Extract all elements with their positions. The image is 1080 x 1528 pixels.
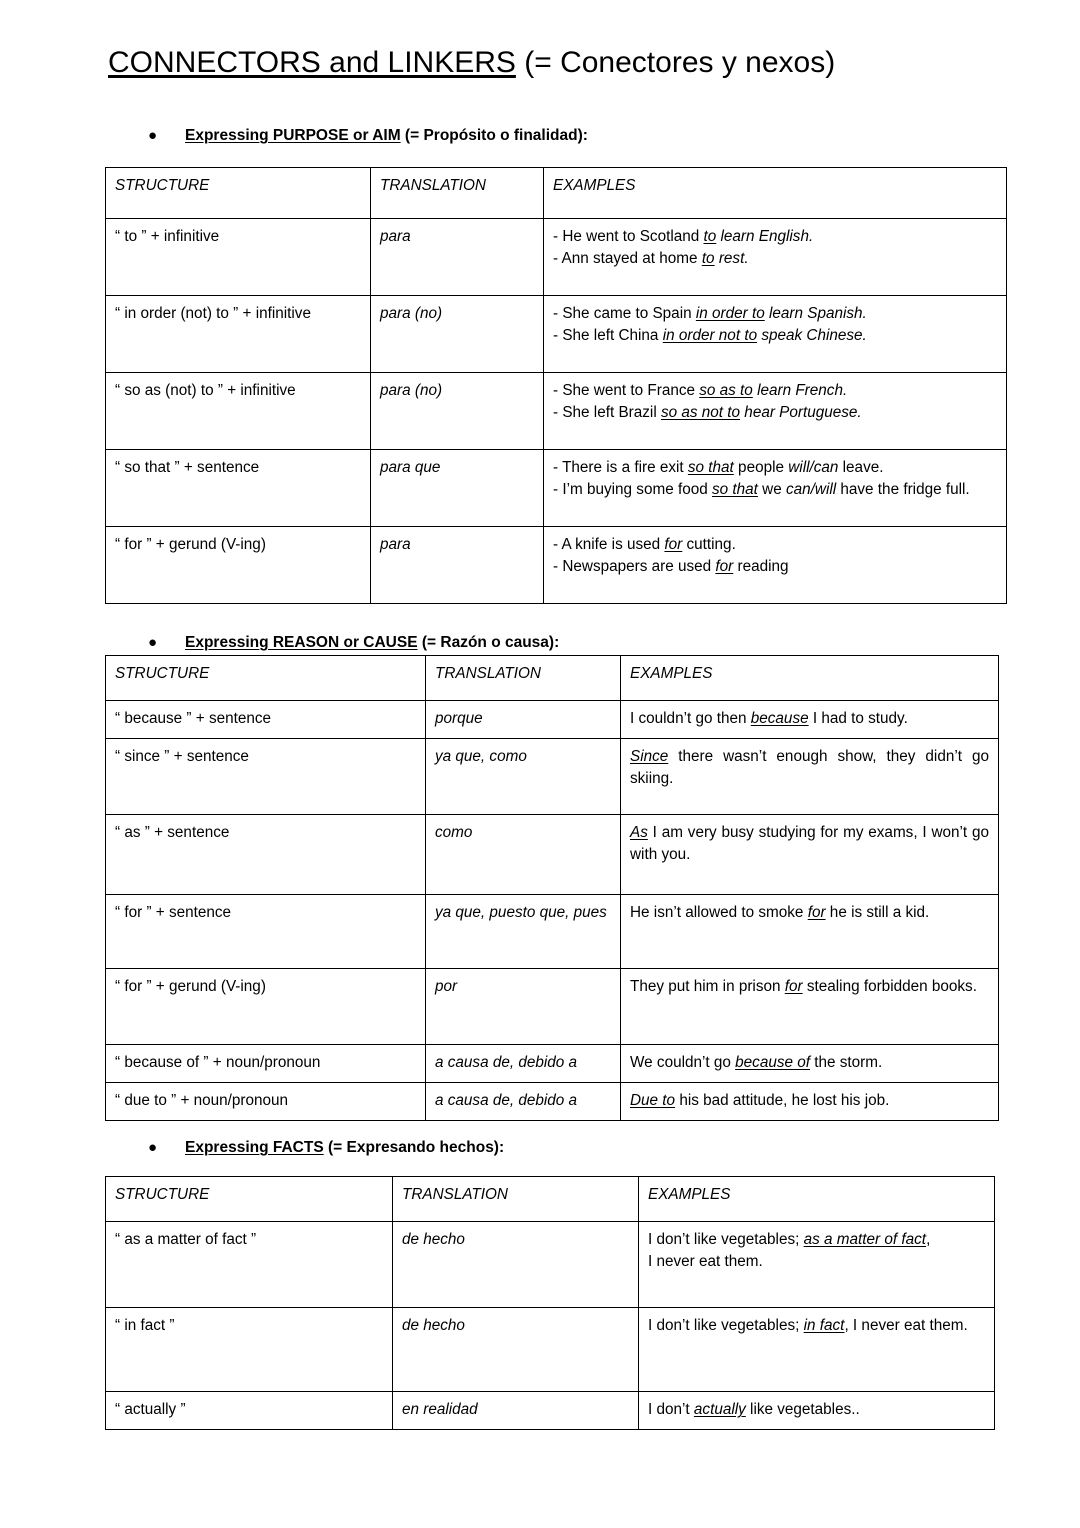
example-text: I am very busy studying for my exams, I won’t go with you. [630,824,989,863]
cell-structure: “ since ” + sentence [106,739,426,815]
cell-examples [621,815,999,895]
table-row [106,1392,995,1430]
example-linker: so as not to [660,403,741,421]
cell-examples [639,1308,995,1392]
example-emphasis: will/can [788,459,839,476]
example-linker: for [715,557,734,575]
cell-translation: para (no) [371,296,544,373]
cell-structure: “ because ” + sentence [106,701,426,739]
table-row [106,1308,995,1392]
example-line [648,1229,985,1251]
example-emphasis: can/will [785,480,837,498]
table-facts [105,1176,995,1430]
table-row [106,219,1007,296]
example-linker: actually [693,1401,746,1418]
table-row [106,1222,995,1308]
example-line [648,1251,985,1273]
section-heading-reason-underlined: Expressing REASON or CAUSE [185,634,418,651]
cell-structure: “ to ” + infinitive [106,219,371,296]
cell-translation: a causa de, debido a [426,1045,621,1083]
example-text: the storm. [810,1054,883,1071]
example-text: his bad attitude, he lost his job. [675,1092,890,1109]
cell-translation: a causa de, debido a [426,1083,621,1121]
cell-translation: ya que, como [426,739,621,815]
example-linker: because of [735,1054,811,1071]
column-header-examples: EXAMPLES [639,1177,995,1222]
example-text: I never eat them. [648,1252,763,1270]
example-text: I don’t like vegetables; [648,1231,804,1248]
cell-translation: para [371,219,544,296]
section-heading-facts [148,1139,504,1157]
cell-translation: de hecho [393,1222,639,1308]
cell-examples [621,895,999,969]
example-text: there wasn’t enough show, they didn’t go skiing. [630,748,989,787]
example-text: leave. [838,459,884,476]
page-title-rest: (= Conectores y nexos) [515,46,836,79]
example-linker: because [750,710,809,727]
cell-structure: “ for ” + gerund (V-ing) [106,527,371,604]
example-linker: in order to [695,305,765,322]
cell-examples [544,527,1007,604]
example-linker: for [664,536,683,553]
cell-structure: “ as ” + sentence [106,815,426,895]
cell-translation: para [371,527,544,604]
example-text: - She left China [553,326,663,344]
table-row [106,450,1007,527]
example-linker: Since [630,748,669,765]
cell-translation: como [426,815,621,895]
example-text: They put him in prison [630,978,785,995]
example-text: learn French. [752,382,848,399]
table-purpose [105,167,1007,604]
page-title-underlined: CONNECTORS and LINKERS [108,46,516,79]
cell-examples [639,1222,995,1308]
example-text: hear Portuguese. [740,403,862,421]
cell-structure: “ actually ” [106,1392,393,1430]
example-linker: so that [712,480,758,498]
cell-translation: para (no) [371,373,544,450]
example-text: We couldn’t go [630,1054,736,1071]
table-reason [105,655,999,1121]
cell-structure: “ in fact ” [106,1308,393,1392]
table-row [106,1083,999,1121]
cell-examples [544,219,1007,296]
cell-translation: porque [426,701,621,739]
example-text: - She went to France [553,382,700,399]
example-text: - Newspapers are used [553,557,716,575]
cell-examples [621,1045,999,1083]
example-line [553,226,997,248]
cell-structure: “ due to ” + noun/pronoun [106,1083,426,1121]
example-text: learn English. [716,228,814,245]
cell-examples [544,450,1007,527]
example-text: stealing forbidden books. [802,978,977,995]
example-text: have the fridge full. [836,480,970,498]
cell-examples [621,701,999,739]
section-heading-facts-underlined: Expressing FACTS [185,1139,324,1156]
example-text: - She came to Spain [553,305,696,322]
example-text: like vegetables.. [745,1401,860,1418]
example-text: rest. [714,249,749,267]
example-line [553,479,997,501]
example-text: I couldn’t go then [630,710,751,727]
table-row [106,1045,999,1083]
table-header-row [106,168,1007,219]
cell-structure: “ for ” + sentence [106,895,426,969]
cell-structure: “ as a matter of fact ” [106,1222,393,1308]
table-header-row [106,1177,995,1222]
example-text: - I’m buying some food [553,480,712,498]
page-title [108,46,835,80]
example-text: I had to study. [808,710,908,727]
example-text: we [757,480,786,498]
cell-structure: “ so as (not) to ” + infinitive [106,373,371,450]
cell-examples [544,296,1007,373]
example-text: He isn’t allowed to smoke [630,904,808,921]
example-line [553,303,997,325]
table-row [106,527,1007,604]
example-text: - A knife is used [553,536,665,553]
column-header-examples: EXAMPLES [621,656,999,701]
example-text: - He went to Scotland [553,228,704,245]
table-row [106,815,999,895]
example-text: I don’t [648,1401,694,1418]
example-linker: for [784,978,803,995]
cell-translation: para que [371,450,544,527]
table-row [106,969,999,1045]
example-text: , I never eat them. [844,1317,968,1334]
example-line [553,402,997,424]
example-linker: as a matter of fact [803,1231,927,1248]
example-text: speak Chinese. [757,326,867,344]
cell-examples [621,739,999,815]
bullet-icon: ● [148,127,158,144]
example-linker: for [807,904,826,921]
cell-translation: ya que, puesto que, pues [426,895,621,969]
example-linker: in fact [803,1317,845,1334]
cell-examples [621,969,999,1045]
example-linker: in order not to [662,326,758,344]
cell-structure: “ in order (not) to ” + infinitive [106,296,371,373]
cell-examples [639,1392,995,1430]
cell-structure: “ for ” + gerund (V-ing) [106,969,426,1045]
column-header-translation: TRANSLATION [393,1177,639,1222]
table-row [106,296,1007,373]
example-line [553,457,997,479]
example-linker: so as to [699,382,753,399]
section-heading-purpose-rest: (= Propósito o finalidad): [400,127,588,144]
table-row [106,701,999,739]
table-header-row [106,656,999,701]
column-header-structure: STRUCTURE [106,656,426,701]
section-heading-purpose [148,127,588,145]
cell-examples [544,373,1007,450]
section-heading-purpose-underlined: Expressing PURPOSE or AIM [185,127,401,144]
example-text: - She left Brazil [553,403,661,421]
section-heading-facts-rest: (= Expresando hechos): [323,1139,505,1156]
bullet-icon: ● [148,634,158,651]
example-text: cutting. [682,536,736,553]
cell-structure: “ so that ” + sentence [106,450,371,527]
example-text: learn Spanish. [764,305,867,322]
cell-translation: de hecho [393,1308,639,1392]
section-heading-reason [148,634,559,652]
cell-translation: por [426,969,621,1045]
table-row [106,739,999,815]
example-line [553,248,997,270]
section-heading-reason-rest: (= Razón o causa): [417,634,560,651]
example-linker: As [630,824,648,841]
column-header-structure: STRUCTURE [106,168,371,219]
cell-examples [621,1083,999,1121]
cell-translation: en realidad [393,1392,639,1430]
example-line [553,556,997,578]
example-linker: Due to [630,1092,676,1109]
example-text: - There is a fire exit [553,459,688,476]
example-linker: so that [687,459,734,476]
bullet-icon: ● [148,1139,158,1156]
table-row [106,373,1007,450]
example-text: - Ann stayed at home [553,249,702,267]
example-text: I don’t like vegetables; [648,1317,804,1334]
table-row [106,895,999,969]
example-text: reading [733,557,789,575]
example-text: , [926,1231,931,1248]
column-header-translation: TRANSLATION [371,168,544,219]
example-text: he is still a kid. [825,904,930,921]
column-header-translation: TRANSLATION [426,656,621,701]
example-line [553,380,997,402]
column-header-structure: STRUCTURE [106,1177,393,1222]
example-linker: to [703,228,717,245]
example-text: people [733,459,789,476]
example-linker: to [701,249,715,267]
column-header-examples: EXAMPLES [544,168,1007,219]
cell-structure: “ because of ” + noun/pronoun [106,1045,426,1083]
example-line [553,534,997,556]
example-line [553,325,997,347]
